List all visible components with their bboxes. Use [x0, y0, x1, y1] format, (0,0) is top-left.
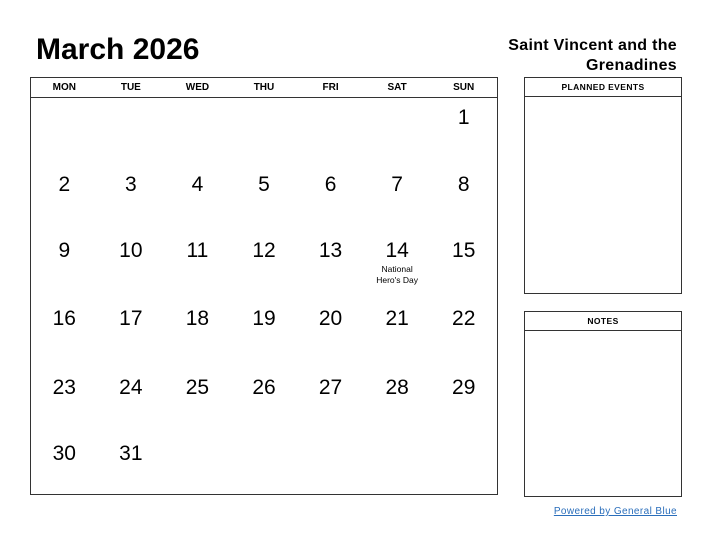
day-cell [364, 368, 431, 434]
day-cell [231, 165, 298, 231]
day-cell [430, 98, 497, 165]
day-cell [31, 231, 98, 299]
day-cell [231, 368, 298, 434]
week-row [31, 434, 497, 495]
day-cell [164, 231, 231, 299]
day-number: 12 [252, 239, 276, 262]
empty-day-cell [364, 434, 431, 495]
day-number: 30 [52, 442, 76, 465]
day-cell [297, 165, 364, 231]
empty-day-cell [164, 98, 231, 165]
week-row [31, 98, 497, 165]
weekday-wed: WED [185, 82, 210, 93]
day-number: 29 [452, 376, 476, 399]
weekday-sat: SAT [387, 82, 407, 93]
day-number: 8 [457, 173, 470, 196]
day-cell [430, 299, 497, 368]
day-number: 28 [385, 376, 409, 399]
planned-events-panel [524, 77, 682, 294]
notes-heading: NOTES [525, 312, 681, 331]
day-cell [231, 231, 298, 299]
day-cell [364, 165, 431, 231]
empty-day-cell [231, 434, 298, 495]
day-number: 22 [452, 307, 476, 330]
day-number: 24 [119, 376, 143, 399]
weekday-sun: SUN [453, 82, 475, 93]
day-cell [430, 368, 497, 434]
day-cell [31, 299, 98, 368]
day-cell [364, 299, 431, 368]
day-cell [31, 434, 98, 495]
day-number: 25 [185, 376, 210, 399]
day-number: 15 [452, 239, 476, 262]
day-number: 5 [258, 173, 270, 196]
week-row [31, 299, 497, 368]
day-number: 1 [457, 106, 470, 129]
weekday-thu: THU [253, 82, 275, 93]
empty-day-cell [297, 434, 364, 495]
day-number: 10 [119, 239, 143, 262]
day-number: 3 [125, 173, 137, 196]
day-cell [430, 231, 497, 299]
empty-day-cell [31, 98, 98, 165]
day-number: 16 [52, 307, 76, 330]
powered-by-link[interactable]: Powered by General Blue [553, 506, 677, 517]
day-cell [98, 165, 165, 231]
day-cell [98, 434, 165, 495]
day-cell [164, 165, 231, 231]
day-number: 19 [252, 307, 276, 330]
empty-day-cell [231, 98, 298, 165]
weekday-mon: MON [52, 82, 76, 93]
day-number: 6 [324, 173, 337, 196]
day-cell [297, 368, 364, 434]
day-cell [297, 299, 364, 368]
day-number: 2 [58, 173, 71, 196]
day-number: 18 [185, 307, 210, 330]
empty-day-cell [98, 98, 165, 165]
day-cell [364, 231, 431, 299]
day-cell [31, 368, 98, 434]
day-number: 11 [186, 239, 209, 262]
empty-day-cell [364, 98, 431, 165]
weekday-header-row [31, 78, 497, 98]
day-number: 17 [119, 307, 143, 330]
day-number: 26 [252, 376, 276, 399]
day-number: 23 [52, 376, 76, 399]
day-cell [164, 368, 231, 434]
day-number: 7 [391, 173, 403, 196]
day-number: 31 [119, 442, 143, 465]
week-row [31, 165, 497, 231]
week-row [31, 368, 497, 434]
day-number: 27 [318, 376, 343, 399]
day-cell [297, 231, 364, 299]
month-title: March 2026 [36, 33, 200, 66]
day-cell [231, 299, 298, 368]
day-cell [430, 165, 497, 231]
planned-events-heading: PLANNED EVENTS [525, 78, 681, 97]
day-cell [98, 299, 165, 368]
day-number: 20 [318, 307, 343, 330]
day-number: 4 [191, 173, 204, 196]
day-cell [164, 299, 231, 368]
day-number: 13 [318, 239, 343, 262]
day-number: 9 [58, 239, 71, 262]
empty-day-cell [297, 98, 364, 165]
notes-panel [524, 311, 682, 497]
day-cell [98, 231, 165, 299]
weekday-fri: FRI [322, 82, 339, 93]
weekday-tue: TUE [120, 82, 141, 93]
country-name: Saint Vincent and the Grenadines [508, 37, 677, 74]
day-cell [98, 368, 165, 434]
calendar-grid [30, 77, 498, 495]
holiday-label: National Hero's Day [376, 264, 419, 285]
day-cell [31, 165, 98, 231]
empty-day-cell [430, 434, 497, 495]
week-row [31, 231, 497, 299]
day-number: 21 [385, 307, 409, 330]
day-number: 14 [385, 239, 409, 262]
calendar-body [31, 98, 497, 495]
empty-day-cell [164, 434, 231, 495]
